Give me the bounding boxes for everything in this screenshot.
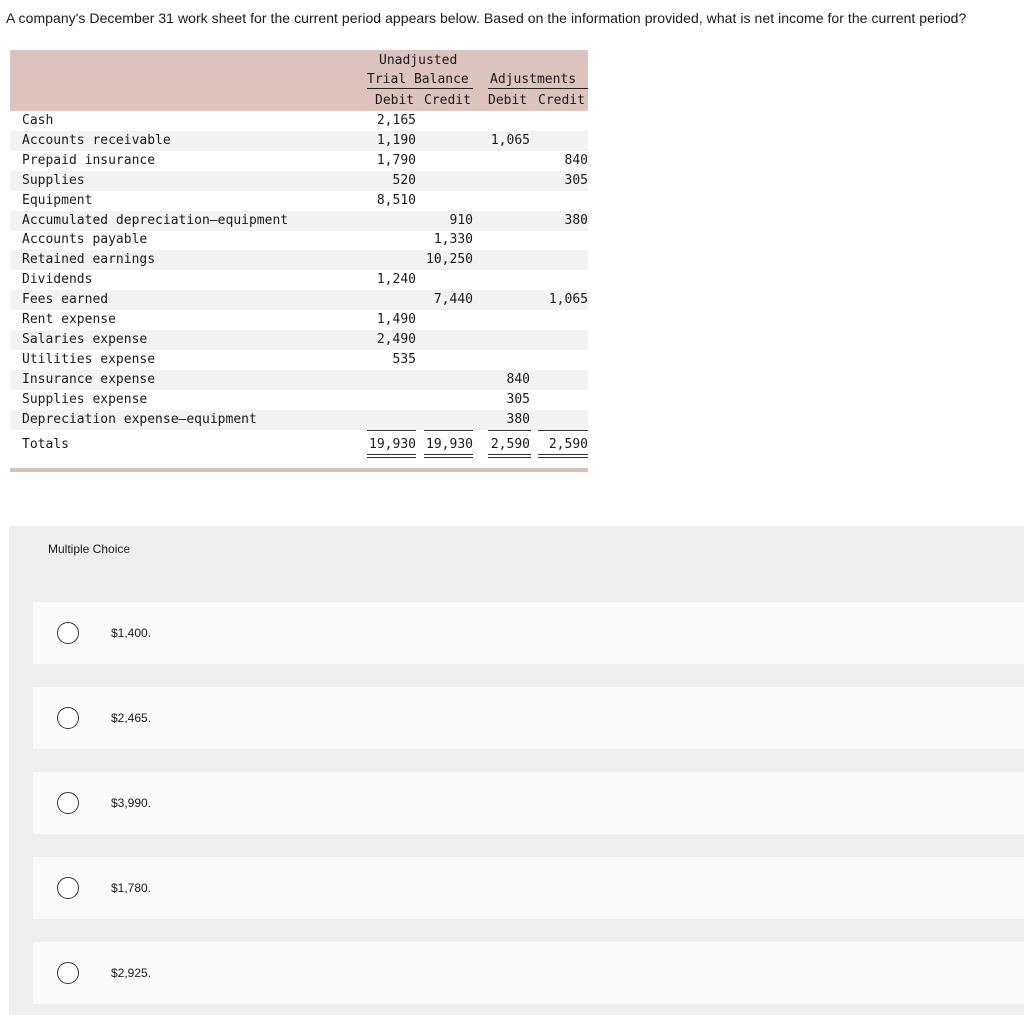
totals-adj-debit: 2,590	[490, 437, 530, 452]
worksheet-row	[10, 131, 588, 151]
choice-option-d[interactable]	[33, 857, 1024, 919]
multiple-choice-panel	[9, 526, 1024, 1015]
amount-tb-credit: 7,440	[433, 292, 473, 308]
worksheet-row	[10, 350, 588, 370]
worksheet-row	[10, 290, 588, 310]
worksheet-row	[10, 410, 588, 430]
header-unadjusted: Unadjusted	[379, 53, 458, 68]
multiple-choice-title: Multiple Choice	[48, 542, 131, 556]
amount-tb-debit: 520	[392, 172, 416, 188]
account-label: Accounts payable	[22, 232, 148, 248]
account-label: Utilities expense	[22, 351, 156, 367]
choice-option-label: $1,780.	[111, 881, 152, 895]
question-text: A company's December 31 work sheet for the current period appears below. Based on the information provided, what is net income for the current period?	[6, 10, 967, 26]
amount-adj-credit: 305	[564, 172, 588, 188]
choice-option-a[interactable]	[33, 602, 1024, 664]
choice-option-c[interactable]	[33, 772, 1024, 834]
worksheet-row	[10, 250, 588, 270]
adj-debit-sum-line	[488, 430, 531, 431]
account-label: Rent expense	[22, 312, 116, 327]
choice-option-b[interactable]	[33, 687, 1024, 749]
amount-adj-credit: 380	[564, 212, 588, 228]
worksheet-row	[10, 211, 588, 231]
amount-tb-debit: 8,510	[376, 192, 416, 208]
amount-tb-credit: 910	[449, 212, 473, 228]
choice-option-label: $2,465.	[111, 711, 152, 725]
account-label: Cash	[22, 113, 54, 128]
radio-button-icon[interactable]	[57, 962, 79, 984]
amount-tb-debit: 1,490	[376, 312, 416, 327]
amount-tb-debit: 1,790	[376, 152, 416, 168]
header-tb-debit: Debit	[375, 93, 415, 108]
header-tb-credit: Credit	[424, 93, 471, 108]
worksheet-row	[10, 390, 588, 410]
worksheet-bottom-band	[10, 468, 588, 472]
adj-credit-sum-line	[538, 430, 588, 431]
tb-credit-sum-line	[424, 430, 473, 431]
choice-option-e[interactable]	[33, 942, 1024, 1004]
worksheet-row	[10, 370, 588, 390]
worksheet-row	[10, 330, 588, 350]
amount-tb-debit: 1,190	[376, 132, 416, 148]
amount-adj-credit: 840	[564, 152, 588, 168]
header-adj-credit: Credit	[538, 93, 585, 108]
totals-tb-credit: 19,930	[426, 437, 473, 452]
adj-debit-double-line	[488, 454, 531, 458]
worksheet-row	[10, 111, 588, 131]
header-underline-adj	[488, 88, 588, 89]
totals-label: Totals	[22, 437, 69, 452]
choice-option-label: $3,990.	[111, 796, 152, 810]
amount-adj-credit: 1,065	[548, 292, 588, 308]
worksheet-row	[10, 270, 588, 290]
amount-tb-credit: 1,330	[433, 232, 473, 248]
worksheet-row	[10, 310, 588, 330]
account-label: Depreciation expense—equipment	[22, 411, 257, 427]
choice-option-label: $1,400.	[111, 626, 152, 640]
account-label: Fees earned	[22, 292, 109, 308]
account-label: Retained earnings	[22, 252, 156, 268]
tb-credit-double-line	[424, 454, 473, 458]
radio-button-icon[interactable]	[57, 707, 79, 729]
account-label: Accounts receivable	[22, 132, 171, 148]
amount-tb-debit: 1,240	[376, 272, 416, 288]
amount-adj-debit: 305	[506, 391, 530, 407]
amount-adj-debit: 380	[506, 411, 530, 427]
account-label: Supplies expense	[22, 391, 148, 407]
totals-row	[10, 435, 588, 455]
worksheet-row	[10, 171, 588, 191]
header-adjustments: Adjustments	[490, 72, 577, 87]
totals-tb-debit: 19,930	[369, 437, 416, 452]
account-label: Accumulated depreciation—equipment	[22, 212, 289, 228]
account-label: Salaries expense	[22, 331, 148, 347]
tb-debit-sum-line	[367, 430, 416, 431]
tb-debit-double-line	[367, 454, 416, 458]
header-underline-tb	[367, 88, 473, 89]
header-adj-debit: Debit	[488, 93, 528, 108]
header-trial-balance: Trial Balance	[367, 72, 469, 87]
account-label: Equipment	[22, 192, 93, 208]
amount-tb-debit: 2,490	[376, 331, 416, 347]
account-label: Supplies	[22, 172, 85, 188]
amount-adj-debit: 1,065	[490, 132, 530, 148]
totals-adj-credit: 2,590	[548, 437, 588, 452]
radio-button-icon[interactable]	[57, 877, 79, 899]
account-label: Dividends	[22, 272, 93, 288]
adj-credit-double-line	[538, 454, 588, 458]
worksheet-row	[10, 151, 588, 171]
worksheet-table	[10, 50, 588, 470]
account-label: Insurance expense	[22, 371, 156, 387]
amount-tb-debit: 2,165	[376, 113, 416, 128]
worksheet-row	[10, 230, 588, 250]
account-label: Prepaid insurance	[22, 152, 156, 168]
amount-adj-debit: 840	[506, 371, 530, 387]
worksheet-row	[10, 191, 588, 211]
radio-button-icon[interactable]	[57, 792, 79, 814]
amount-tb-credit: 10,250	[426, 252, 473, 268]
radio-button-icon[interactable]	[57, 622, 79, 644]
amount-tb-debit: 535	[392, 351, 416, 367]
choice-option-label: $2,925.	[111, 966, 152, 980]
